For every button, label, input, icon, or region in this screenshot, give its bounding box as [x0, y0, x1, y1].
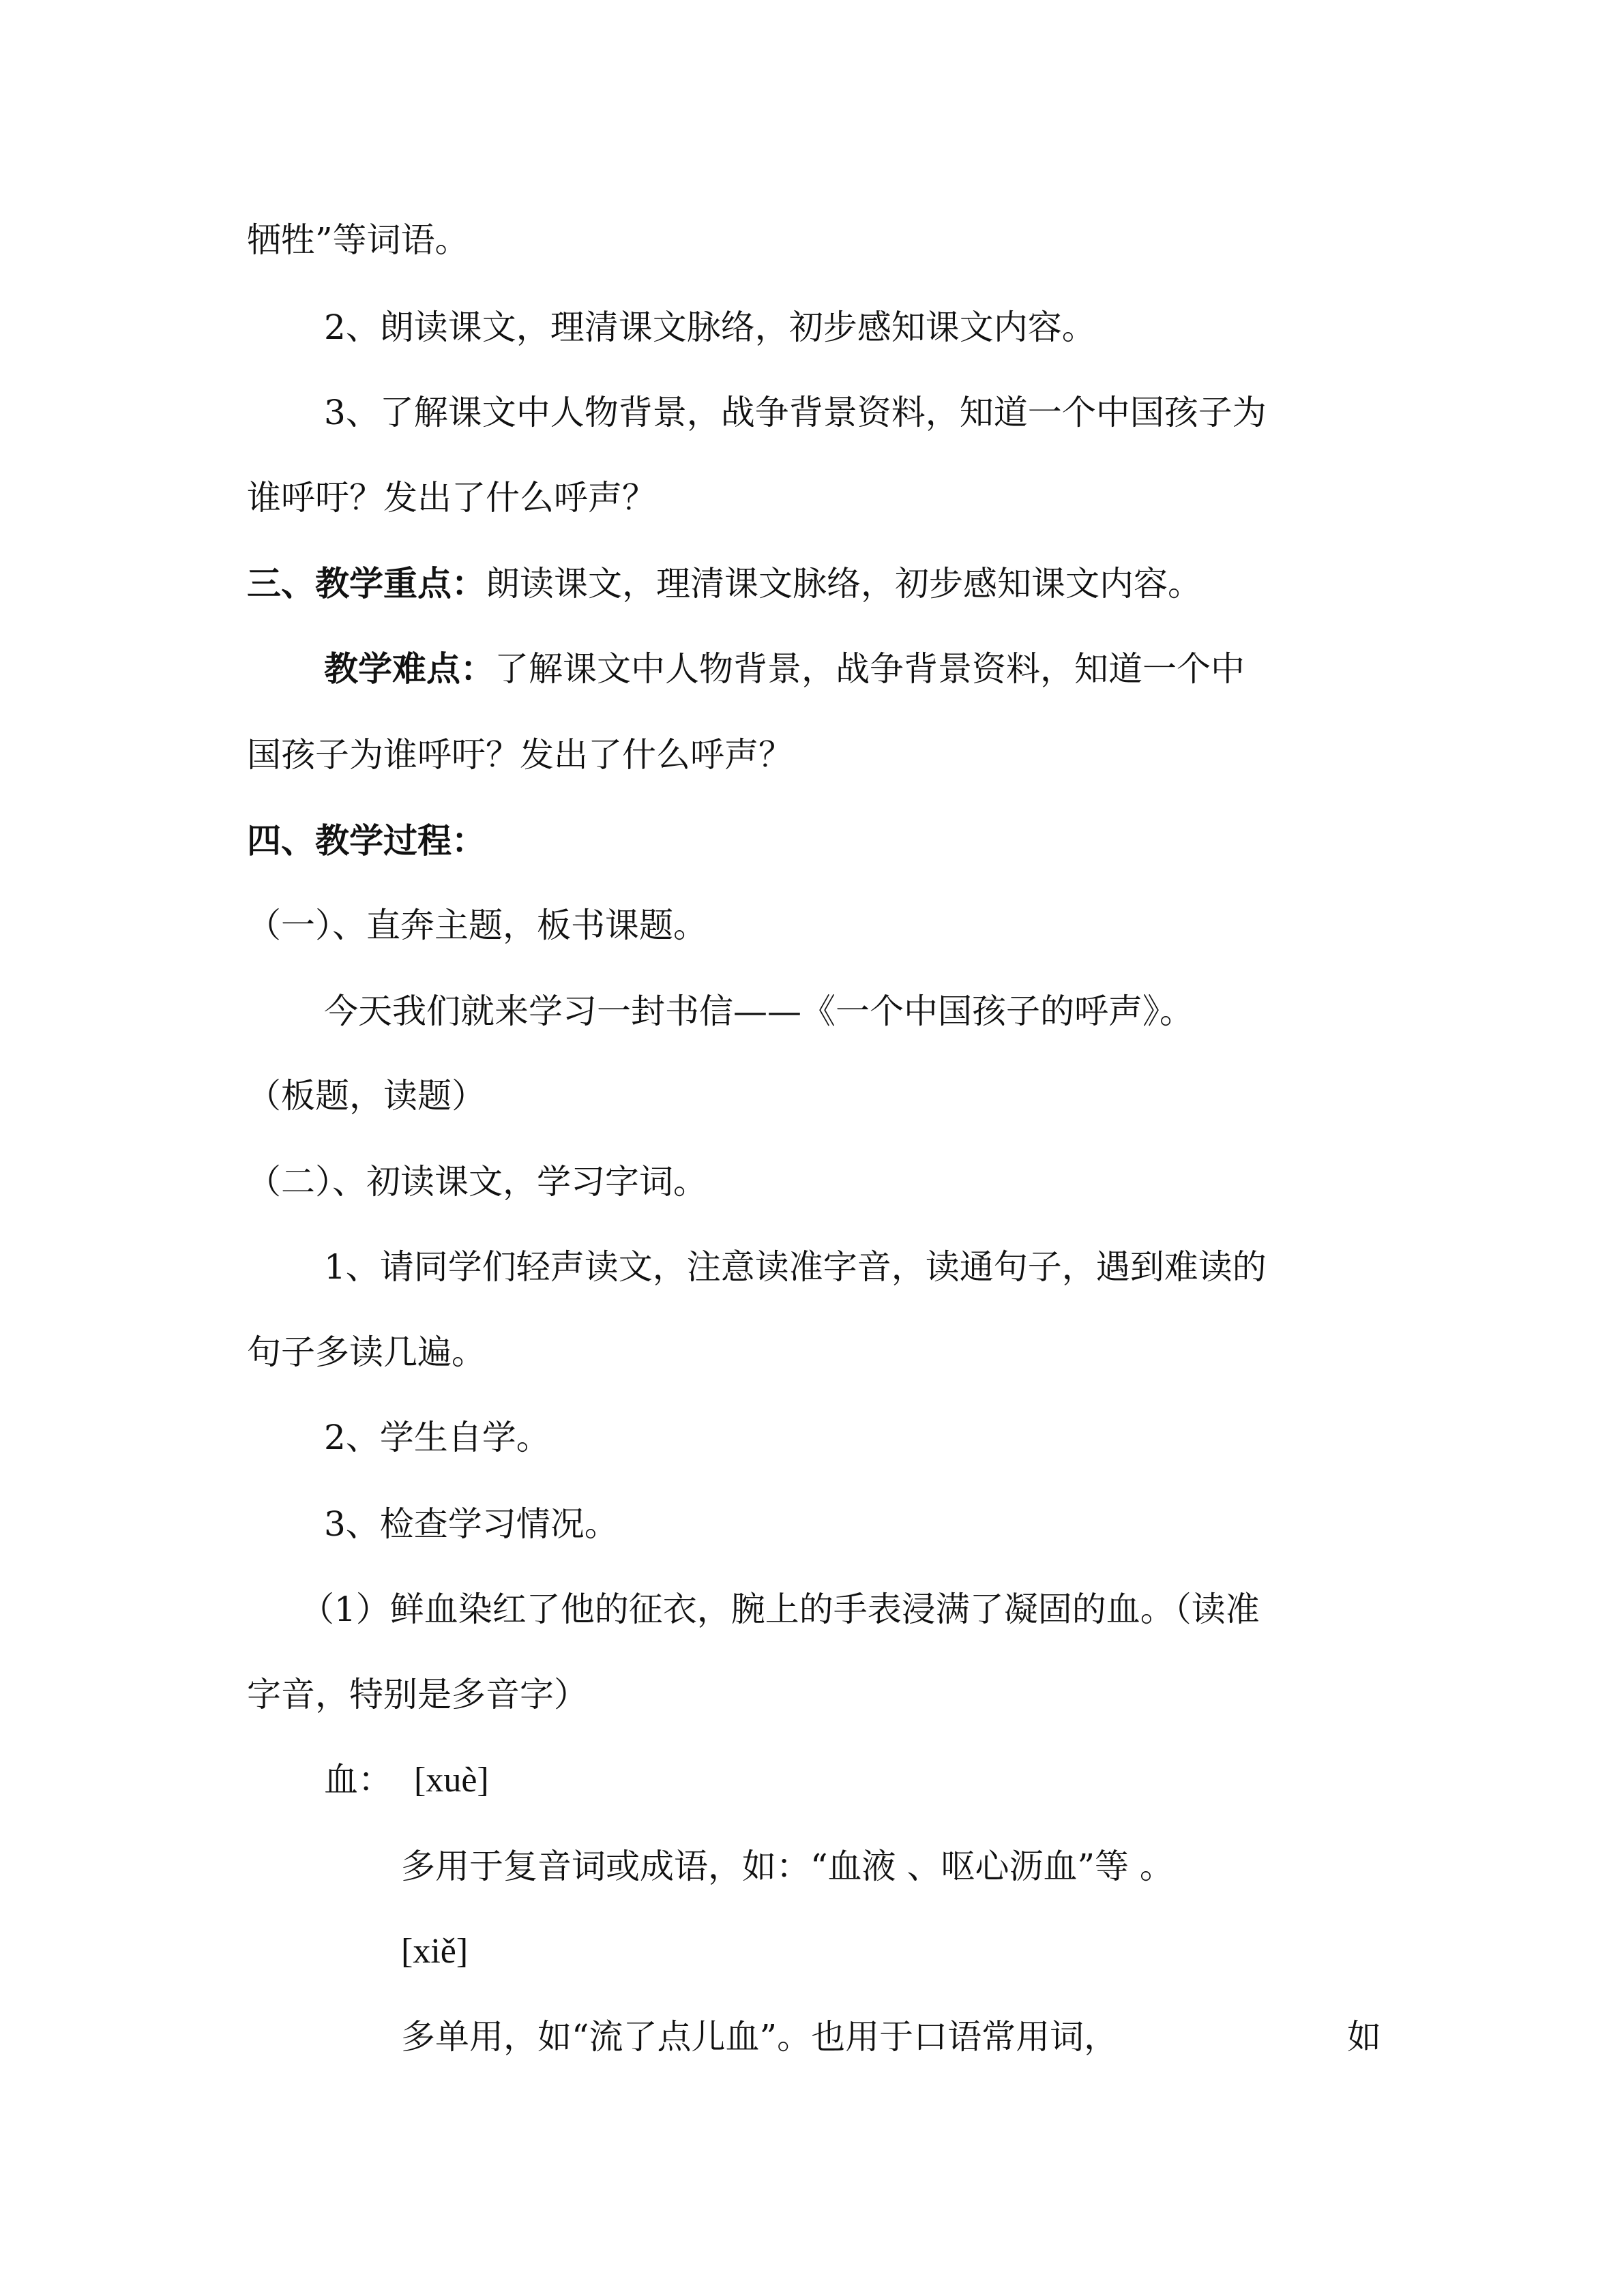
pinyin-reading: [xiě] — [401, 1932, 469, 1971]
subsection-heading: （二）、初读课文，学习字词。 — [247, 1162, 707, 1202]
text-line: 牺牲”等词语。 — [247, 220, 469, 260]
list-item: 2、学生自学。 — [324, 1418, 550, 1457]
text-line: 国孩子为谁呼吁？发出了什么呼声？ — [247, 735, 793, 775]
text-line: 多用于复音词或成语，如：“血液 、呕心沥血”等 。 — [401, 1847, 1174, 1886]
pinyin-reading: [xuè] — [414, 1761, 489, 1800]
section-heading-process: 四、教学过程： — [247, 820, 486, 861]
text-line: 今天我们就来学习一封书信——《一个中国孩子的呼声》。 — [324, 992, 1194, 1031]
section-heading-key-points — [247, 563, 1202, 604]
list-item: （1）鲜血染红了他的征衣，腕上的手表浸满了凝固的血。（读准 — [300, 1590, 1260, 1629]
list-item: 3、检查学习情况。 — [324, 1504, 619, 1544]
list-item: 3、了解课文中人物背景，战争背景资料，知道一个中国孩子为 — [324, 393, 1267, 432]
subsection-heading: （一）、直奔主题，板书课题。 — [247, 906, 707, 945]
text-line: 谁呼吁？发出了什么呼声？ — [247, 478, 656, 518]
text-line-tail: 如 — [1347, 2017, 1381, 2057]
text-line: 字音，特别是多音字） — [247, 1675, 588, 1714]
text-line: （板题，读题） — [247, 1076, 486, 1116]
list-item: 1、请同学们轻声读文，注意读准字音，读通句子，遇到难读的 — [324, 1247, 1267, 1287]
section-label: 三、教学重点： — [247, 563, 486, 603]
polyphone-char: 血： — [324, 1760, 392, 1800]
polyphone-entry — [324, 1759, 489, 1801]
section-content: 朗读课文，理清课文脉络，初步感知课文内容。 — [486, 564, 1202, 603]
list-item: 2、朗读课文，理清课文脉络，初步感知课文内容。 — [324, 308, 1096, 347]
difficulty-line — [324, 648, 1245, 689]
text-line: 句子多读几遍。 — [247, 1332, 486, 1372]
difficulty-label: 教学难点： — [324, 648, 494, 689]
text-line: 多单用，如“流了点儿血”。也用于口语常用词， — [401, 2017, 1119, 2057]
difficulty-content: 了解课文中人物背景，战争背景资料，知道一个中 — [494, 649, 1245, 689]
